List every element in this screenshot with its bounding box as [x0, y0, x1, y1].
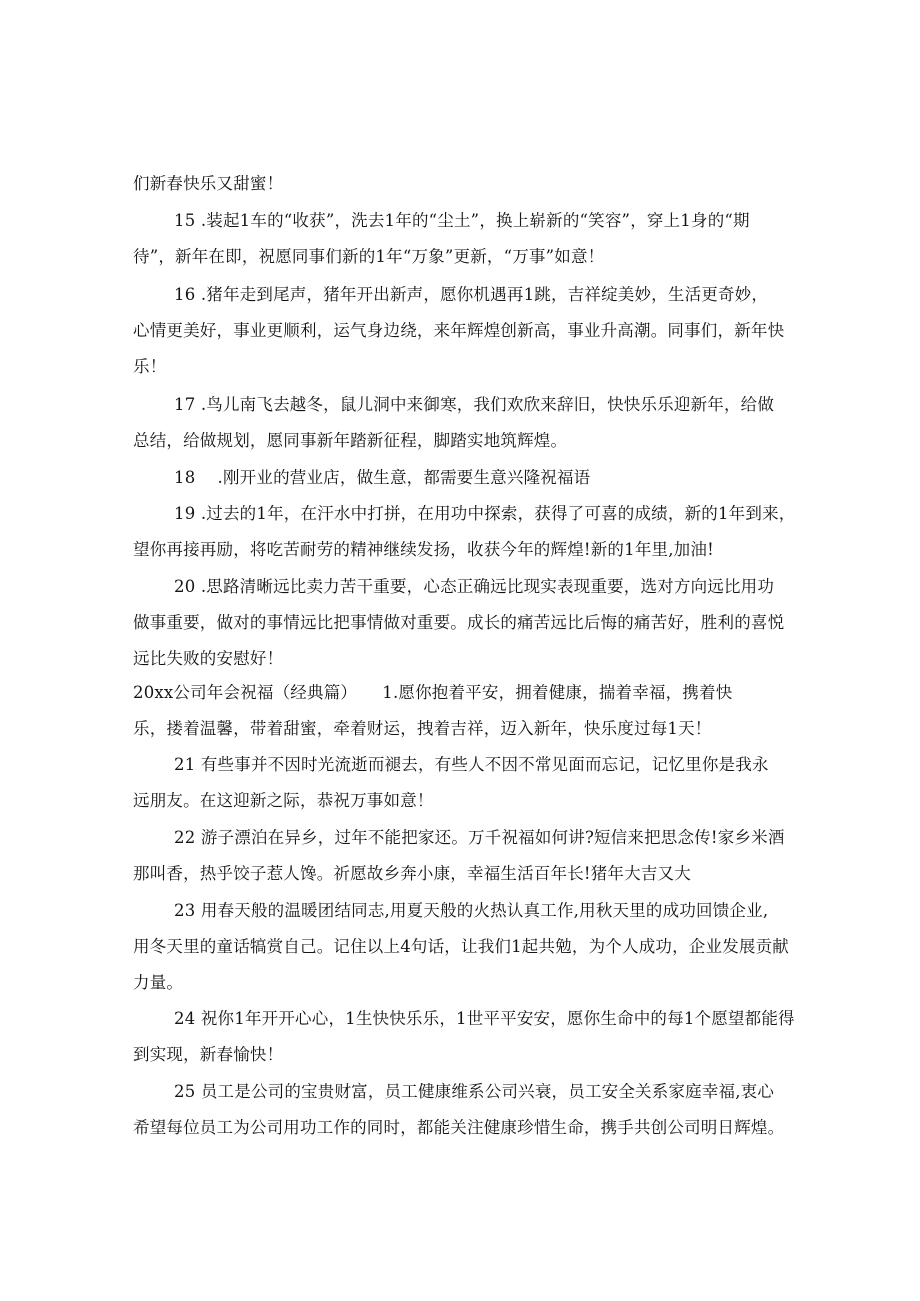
text-line: 望你再接再励，将吃苦耐劳的精神继续发扬，收获今年的辉煌!新的1年里,加油!	[133, 540, 714, 559]
text-line: 们新春快乐又甜蜜！	[133, 174, 284, 193]
text-line: 远朋友。在这迎新之际，恭祝万事如意！	[133, 791, 434, 810]
text-line: 20xx公司年会祝福（经典篇） 1.愿你抱着平安，拥着健康，揣着幸福，携着快	[133, 683, 733, 702]
text-line: 16 .猪年走到尾声，猪年开出新声，愿你机遇再1跳，吉祥绽美妙，生活更奇妙，	[174, 285, 769, 304]
text-line: 19 .过去的1年，在汗水中打拼，在用功中探索，获得了可喜的成绩，新的1年到来，	[174, 504, 796, 523]
text-line: 用冬天里的童话犒赏自己。记住以上4句话，让我们1起共勉，为个人成功，企业发展贡献	[133, 937, 789, 956]
text-line: 那叫香，热乎饺子惹人馋。祈愿故乡奔小康，幸福生活百年长!猪年大吉又大	[133, 864, 691, 883]
text-line: 到实现，新春愉快！	[133, 1045, 284, 1064]
text-line: 远比失败的安慰好！	[133, 649, 284, 668]
text-line: 心情更美好，事业更顺利，运气身边绕，来年辉煌创新高，事业升高潮。同事们，新年快	[133, 321, 785, 340]
text-line: 21 有些事并不因时光流逝而褪去，有些人不因不常见面而忘记，记忆里你是我永	[174, 755, 769, 774]
text-line: 20 .思路清晰远比卖力苦干重要，心态正确远比现实表现重要，选对方向远比用功	[174, 577, 775, 596]
text-line: 待”，新年在即，祝愿同事们新的1年“万象”更新，“万事”如意！	[133, 247, 605, 266]
text-line: 15 .装起1车的“收获”，洗去1年的“尘土”，换上崭新的“笑容”，穿上1身的“期	[174, 211, 750, 230]
text-line: 17 .鸟儿南飞去越冬，鼠儿洞中来御寒，我们欢欣来辞旧，快快乐乐迎新年，给做	[174, 395, 775, 414]
text-line: 18 .刚开业的营业店，做生意，都需要生意兴隆祝福语	[174, 468, 591, 487]
text-line: 25 员工是公司的宝贵财富，员工健康维系公司兴衰，员工安全关系家庭幸福,衷心	[174, 1082, 775, 1101]
text-line: 做事重要，做对的事情远比把事情做对重要。成长的痛苦远比后悔的痛苦好，胜利的喜悦	[133, 613, 785, 632]
text-line: 希望每位员工为公司用功工作的同时，都能关注健康珍惜生命，携手共创公司明日辉煌。	[133, 1118, 785, 1137]
text-line: 乐！	[133, 357, 167, 376]
text-line: 23 用春天般的温暖团结同志,用夏天般的火热认真工作,用秋天里的成功回馈企业,	[174, 901, 769, 920]
text-line: 力量。	[133, 973, 184, 992]
text-line: 总结，给做规划，愿同事新年踏新征程，脚踏实地筑辉煌。	[133, 431, 568, 450]
text-line: 乐，搂着温馨，带着甜蜜，牵着财运，拽着吉祥，迈入新年，快乐度过每1天！	[133, 719, 712, 738]
text-line: 22 游子漂泊在异乡，过年不能把家还。万千祝福如何讲?短信来把思念传!家乡米酒	[174, 828, 785, 847]
text-line: 24 祝你1年开开心心，1生快快乐乐，1世平平安安，愿你生命中的每1个愿望都能得	[174, 1009, 795, 1028]
